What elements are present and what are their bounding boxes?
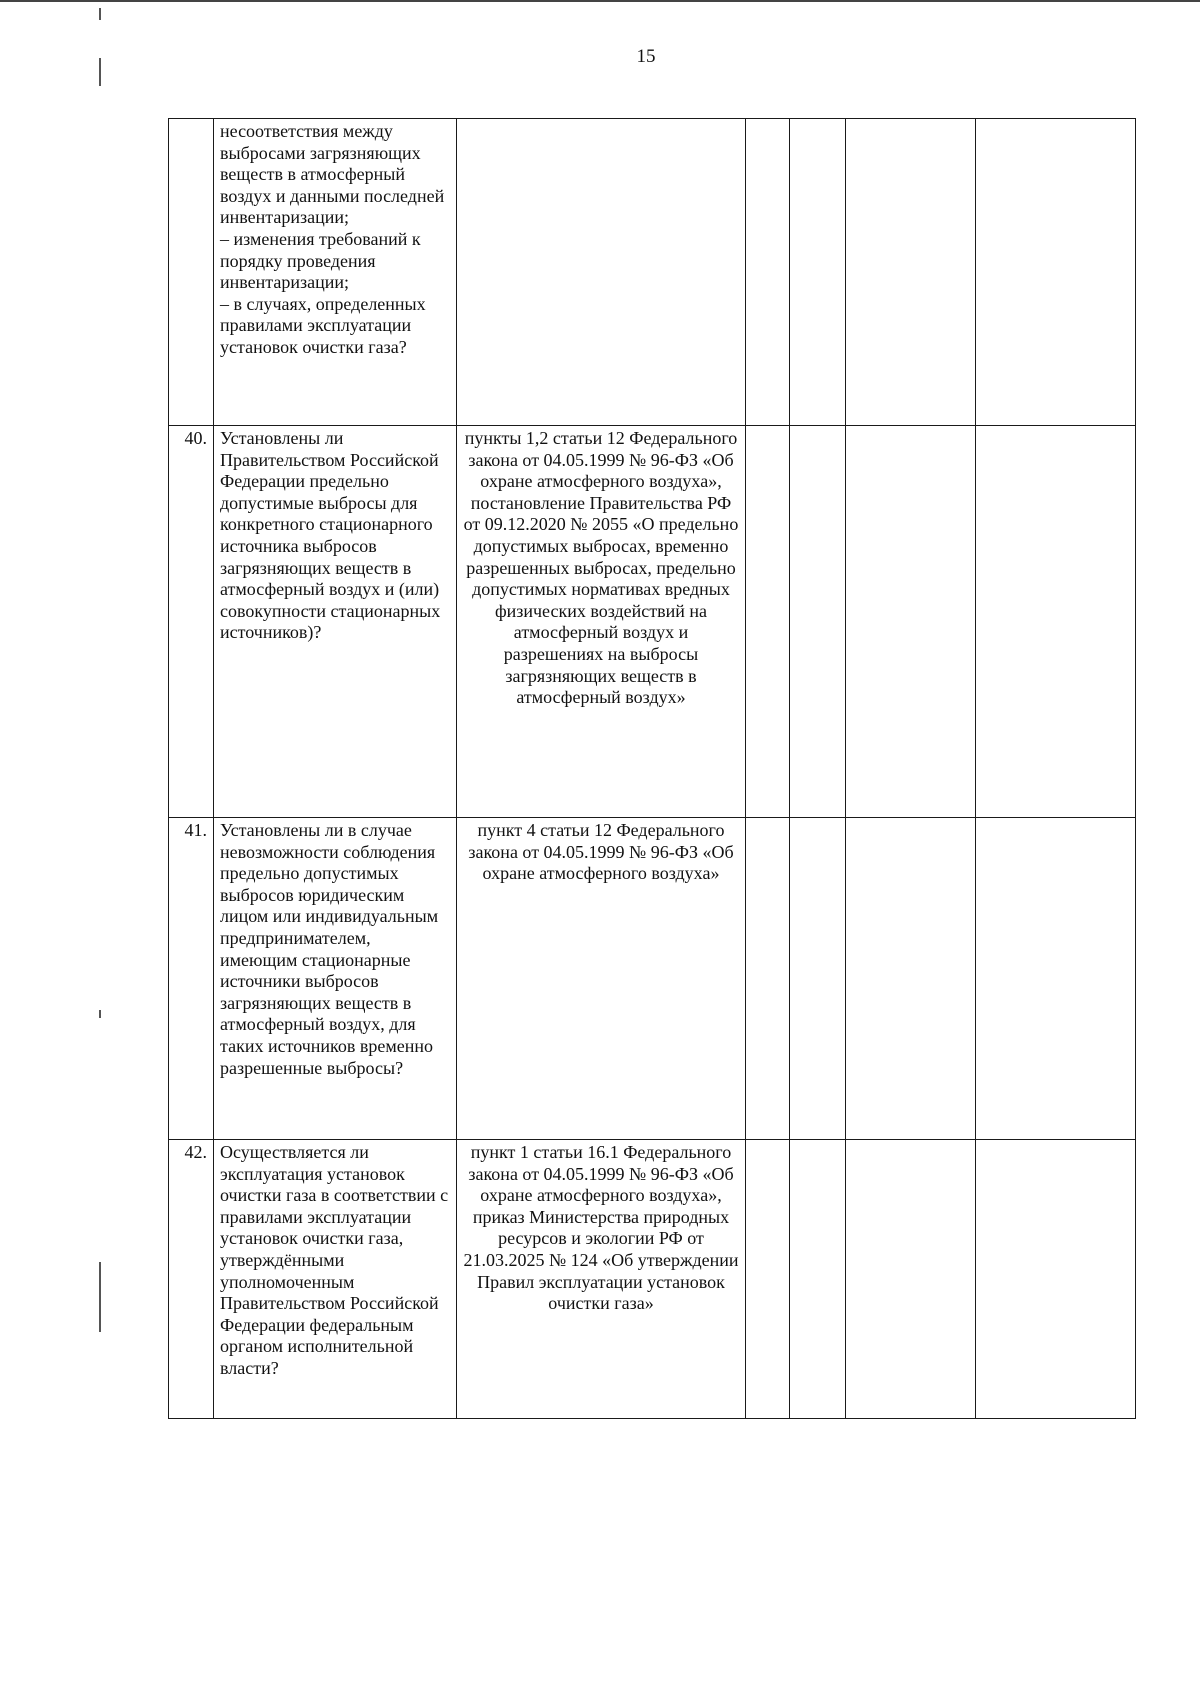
- empty-cell: [746, 119, 790, 426]
- question-cell: Установлены ли в случае невозможности соблюдения предельно допустимых выбросов юридическим лицом или индивидуальным предпринимателем, имеющим стационарные источники выбросов загрязняющих веществ в атмосферный воздух, для таких источников временно разрешенные выбросы?: [214, 818, 457, 1140]
- row-number: 42.: [169, 1140, 214, 1419]
- reference-cell: пункт 4 статьи 12 Федерального закона от 04.05.1999 № 96-ФЗ «Об охране атмосферного воздуха»: [457, 818, 746, 1140]
- empty-cell: [846, 426, 976, 818]
- table-row: [169, 119, 1136, 426]
- scan-mark: [99, 1010, 101, 1018]
- scan-top-rule: [0, 0, 1200, 2]
- reference-cell: пункты 1,2 статьи 12 Федерального закона от 04.05.1999 № 96-ФЗ «Об охране атмосферного воздуха», постановление Правительства РФ от 09.12.2020 № 2055 «О предельно допустимых выбросах, временно разрешенных выбросах, предельно допустимых нормативах вредных физических воздействий на атмосферный воздух и разрешениях на выбросы загрязняющих веществ в атмосферный воздух»: [457, 426, 746, 818]
- table-row: [169, 1140, 1136, 1419]
- empty-cell: [976, 119, 1136, 426]
- empty-cell: [846, 818, 976, 1140]
- checklist-table: [168, 118, 1136, 1419]
- empty-cell: [790, 1140, 846, 1419]
- empty-cell: [790, 119, 846, 426]
- row-number: 40.: [169, 426, 214, 818]
- question-cell: Установлены ли Правительством Российской Федерации предельно допустимые выбросы для конкретного стационарного источника выбросов загрязняющих веществ в атмосферный воздух и (или) совокупности стационарных источников)?: [214, 426, 457, 818]
- empty-cell: [790, 426, 846, 818]
- empty-cell: [790, 818, 846, 1140]
- empty-cell: [846, 119, 976, 426]
- empty-cell: [976, 818, 1136, 1140]
- empty-cell: [746, 818, 790, 1140]
- empty-cell: [976, 426, 1136, 818]
- reference-cell: [457, 119, 746, 426]
- table-row: [169, 426, 1136, 818]
- page-number: 15: [636, 46, 656, 67]
- empty-cell: [846, 1140, 976, 1419]
- question-cell: Осуществляется ли эксплуатация установок очистки газа в соответствии с правилами эксплуатации установок очистки газа, утверждёнными уполномоченным Правительством Российской Федерации федеральным органом исполнительной власти?: [214, 1140, 457, 1419]
- row-number: [169, 119, 214, 426]
- question-cell: несоответствия между выбросами загрязняющих веществ в атмосферный воздух и данными последней инвентаризации; – изменения требований к порядку проведения инвентаризации; – в случаях, определенных правилами эксплуатации установок очистки газа?: [214, 119, 457, 426]
- empty-cell: [976, 1140, 1136, 1419]
- row-number: 41.: [169, 818, 214, 1140]
- empty-cell: [746, 426, 790, 818]
- reference-cell: пункт 1 статьи 16.1 Федерального закона от 04.05.1999 № 96-ФЗ «Об охране атмосферного воздуха», приказ Министерства природных ресурсов и экологии РФ от 21.03.2025 № 124 «Об утверждении Правил эксплуатации установок очистки газа»: [457, 1140, 746, 1419]
- scan-mark: [99, 8, 101, 20]
- scan-mark: [99, 1262, 101, 1332]
- empty-cell: [746, 1140, 790, 1419]
- table-row: [169, 818, 1136, 1140]
